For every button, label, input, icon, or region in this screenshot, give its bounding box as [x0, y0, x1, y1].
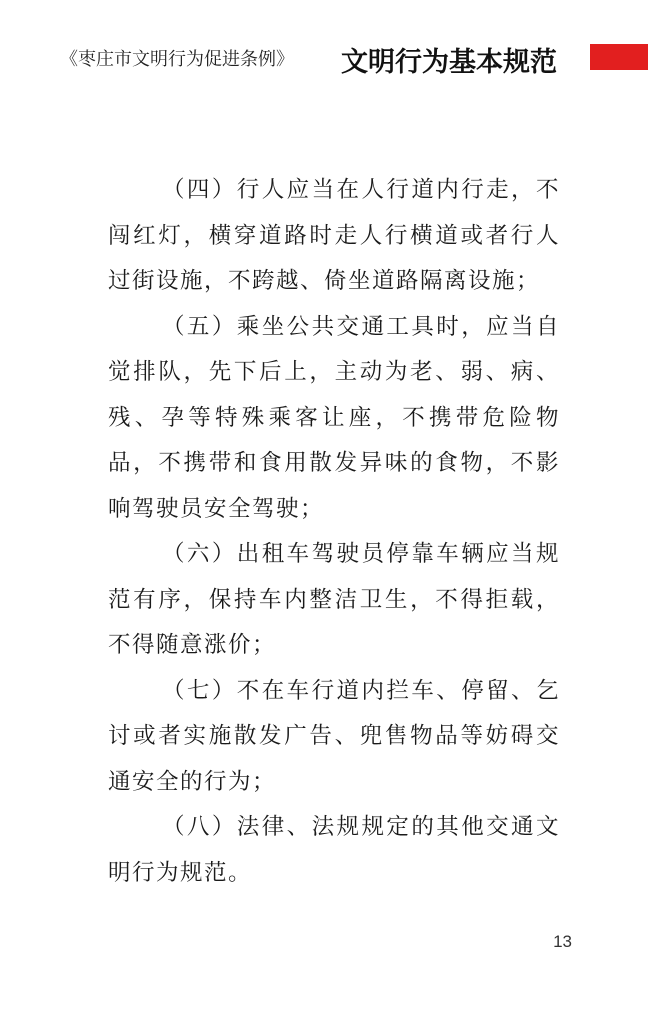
paragraph-item-7: （七）不在车行道内拦车、停留、乞讨或者实施散发广告、兜售物品等妨碍交通安全的行为； [108, 677, 560, 795]
paragraph-item-4: （四）行人应当在人行道内行走，不闯红灯，横穿道路时走人行横道或者行人过街设施，不跨越、倚坐道路隔离设施； [108, 177, 560, 294]
header-accent-bar [590, 44, 648, 70]
paragraph-item-5: （五）乘坐公共交通工具时，应当自觉排队，先下后上，主动为老、弱、病、残、孕等特殊乘客让座，不携带危险物品，不携带和食用散发异味的食物，不影响驾驶员安全驾驶； [108, 313, 560, 522]
page-header [0, 40, 648, 78]
page-number: 13 [553, 932, 572, 951]
header-title: 文明行为基本规范 [341, 47, 557, 78]
paragraph-item-8: （八）法律、法规规定的其他交通文明行为规范。 [108, 814, 560, 886]
paragraph-item-6: （六）出租车驾驶员停靠车辆应当规范有序，保持车内整洁卫生，不得拒载，不得随意涨价； [108, 541, 560, 658]
header-source: 《枣庄市文明行为促进条例》 [60, 49, 294, 70]
article-body [108, 168, 560, 896]
